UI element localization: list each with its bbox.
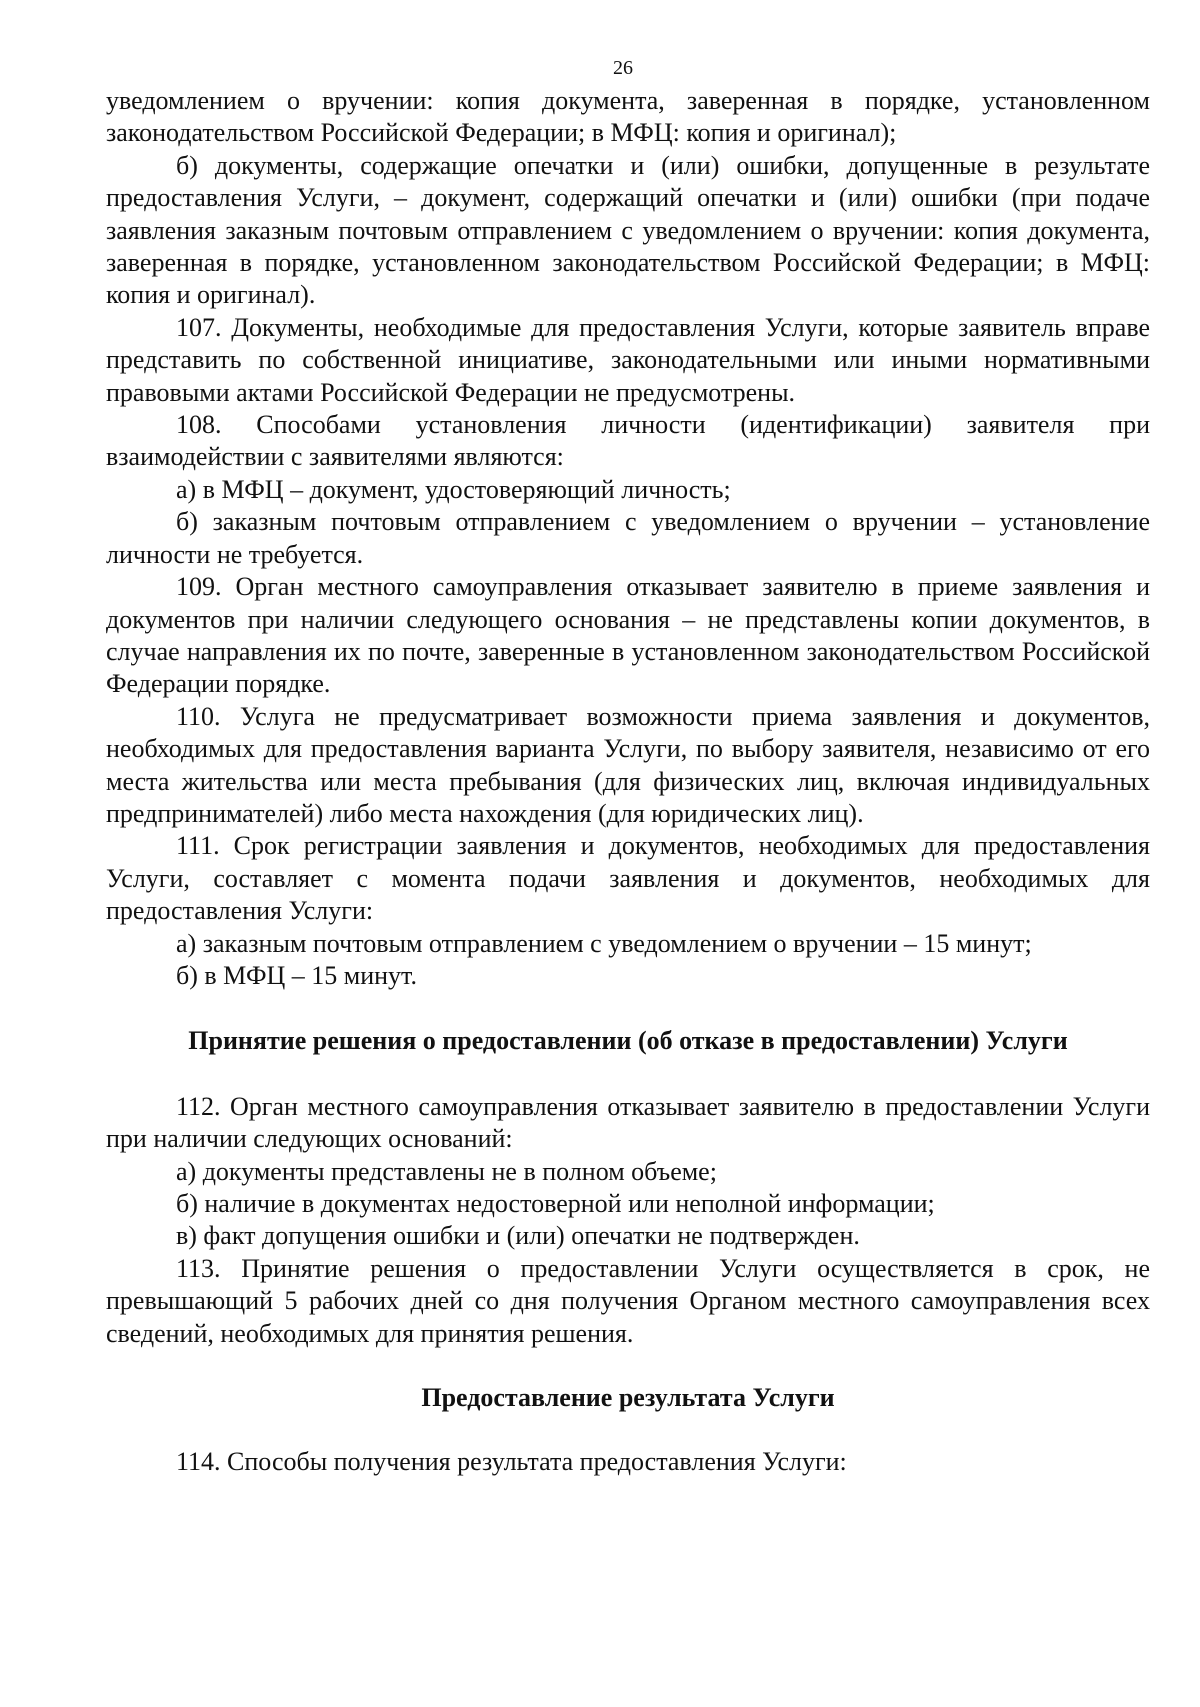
paragraph-109: 109. Орган местного самоуправления отказывает заявителю в приеме заявления и документов при наличии следующего основания – не представлены копии документов, в случае направления их по почте, заверенные в установленном законодательством Российской Федерации порядке. bbox=[106, 572, 1150, 699]
page-number: 26 bbox=[613, 57, 633, 79]
paragraph-112: 112. Орган местного самоуправления отказывает заявителю в предоставлении Услуги при наличии следующих оснований: bbox=[106, 1091, 1150, 1154]
paragraph-108: 108. Способами установления личности (идентификации) заявителя при взаимодействии с заявителями являются: bbox=[106, 410, 1150, 472]
paragraph-item-b-documents-with-errors: б) документы, содержащие опечатки и (или) ошибки, допущенные в результате предоставления Услуги, – документ, содержащий опечатки и (или) ошибки (при подаче заявления заказным почтовым отправлением с уведомлением о вручении: копия документа, заверенная в порядке, установленном законодательством Российской Федерации; в МФЦ: копия и оригинал). bbox=[106, 150, 1150, 310]
paragraph-111-item-a: а) заказным почтовым отправлением с уведомлением о вручении – 15 минут; bbox=[176, 928, 1032, 958]
paragraph-continuation: уведомлением о вручении: копия документа, заверенная в порядке, установленном законодательством Российской Федерации; в МФЦ: копия и оригинал); bbox=[106, 86, 1150, 148]
paragraph-111-item-b: б) в МФЦ – 15 минут. bbox=[176, 960, 417, 990]
paragraph-110: 110. Услуга не предусматривает возможности приема заявления и документов, необходимых для предоставления варианта Услуги, по выбору заявителя, независимо от его места жительства или места пребывания (для физических лиц, включая индивидуальных предпринимателей) либо места нахождения (для юридических лиц). bbox=[106, 701, 1150, 828]
paragraph-107: 107. Документы, необходимые для предоставления Услуги, которые заявитель вправе представить по собственной инициативе, законодательными или иными нормативными правовыми актами Российской Федерации не предусмотрены. bbox=[106, 312, 1150, 407]
paragraph-111: 111. Срок регистрации заявления и документов, необходимых для предоставления Услуги, составляет с момента подачи заявления и документов, необходимых для предоставления Услуги: bbox=[106, 831, 1150, 926]
paragraph-112-item-b: б) наличие в документах недостоверной или неполной информации; bbox=[176, 1189, 935, 1218]
paragraph-114: 114. Способы получения результата предоставления Услуги: bbox=[176, 1447, 847, 1477]
section-heading-result: Предоставление результата Услуги bbox=[421, 1383, 835, 1413]
section-heading-decision: Принятие решения о предоставлении (об отказе в предоставлении) Услуги bbox=[188, 1026, 1068, 1056]
document-body bbox=[106, 85, 1150, 1479]
paragraph-108-item-b: б) заказным почтовым отправлением с уведомлением о вручении – установление личности не требуется. bbox=[106, 507, 1150, 569]
paragraph-113: 113. Принятие решения о предоставлении Услуги осуществляется в срок, не превышающий 5 рабочих дней со дня получения Органом местного самоуправления всех сведений, необходимых для принятия решения. bbox=[106, 1253, 1150, 1348]
paragraph-112-item-c: в) факт допущения ошибки и (или) опечатки не подтвержден. bbox=[176, 1221, 860, 1251]
paragraph-112-item-a: а) документы представлены не в полном объеме; bbox=[176, 1156, 717, 1186]
paragraph-108-item-a: а) в МФЦ – документ, удостоверяющий личность; bbox=[176, 474, 731, 504]
